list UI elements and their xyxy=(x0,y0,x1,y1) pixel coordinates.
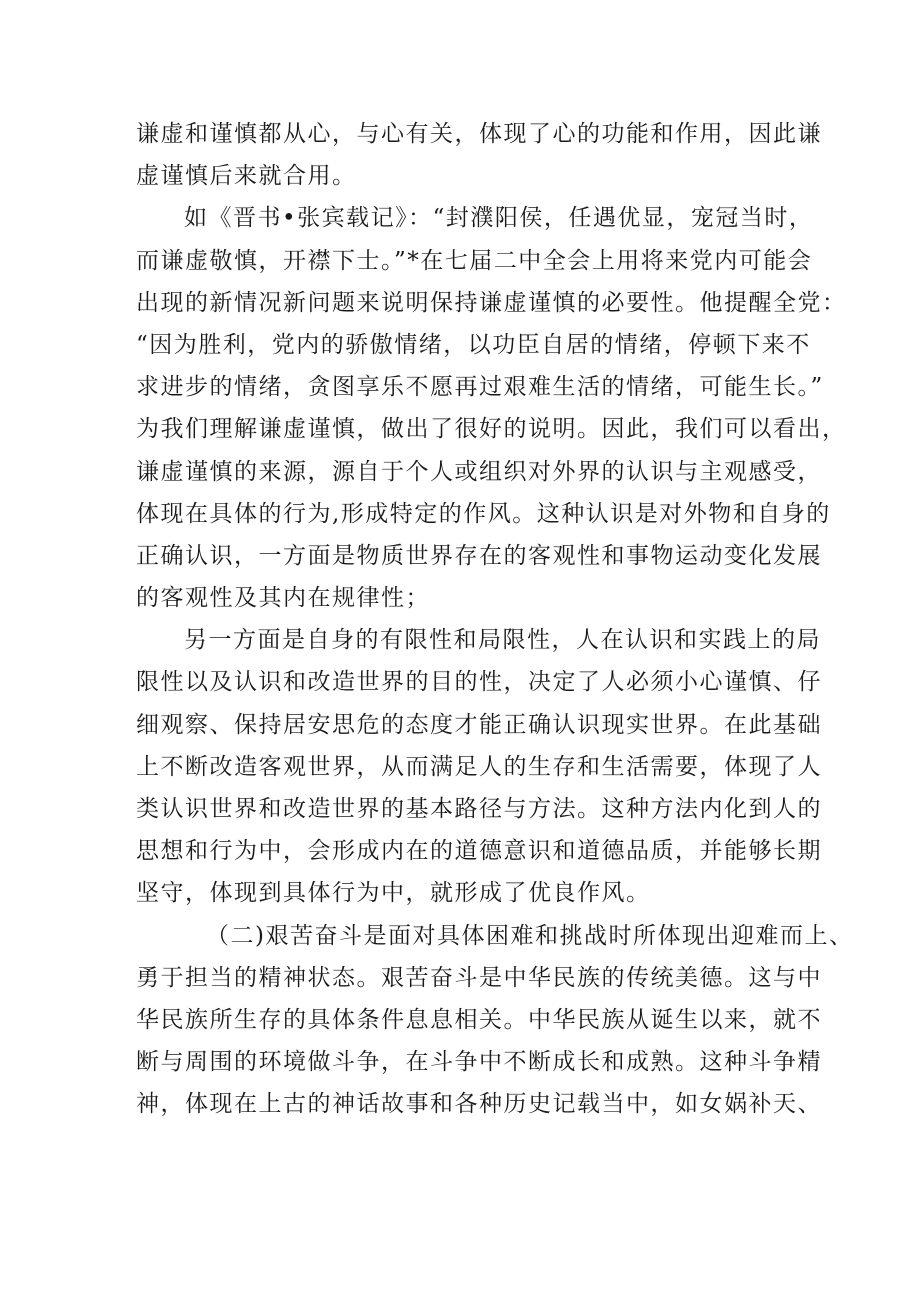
text-line: 限性以及认识和改造世界的目的性，决定了人必须小心谨慎、仔 xyxy=(136,669,822,696)
text-line: 坚守，体现到具体行为中，就形成了优良作风。 xyxy=(136,880,651,907)
text-line: 神，体现在上古的神话故事和各种历史记载当中，如女娲补天、 xyxy=(136,1091,822,1118)
text-line: 华民族所生存的具体条件息息相关。中华民族从诞生以来，就不 xyxy=(136,1006,822,1033)
text-line: 出现的新情况新问题来说明保持谦虚谨慎的必要性。他提醒全党： xyxy=(136,289,847,316)
text-line: 为我们理解谦虚谨慎，做出了很好的说明。因此，我们可以看出， xyxy=(136,416,847,443)
text-line: 断与周围的环境做斗争，在斗争中不断成长和成熟。这种斗争精 xyxy=(136,1049,822,1076)
text-line: 谦虚和谨慎都从心，与心有关，体现了心的功能和作用，因此谦 xyxy=(136,121,822,147)
text-line: 上不断改造客观世界，从而满足人的生存和生活需要，体现了人 xyxy=(136,753,822,780)
text-line: 思想和行为中，会形成内在的道德意识和道德品质，并能够长期 xyxy=(136,838,822,865)
paragraph-start-line: 另一方面是自身的有限性和局限性，人在认识和实践上的局 xyxy=(184,627,821,654)
paragraph-start-line: 如《晋书•张宾载记》：“封濮阳侯，任遇优显，宠冠当时， xyxy=(184,205,814,232)
text-line: 求进步的情绪，贪图享乐不愿再过艰难生活的情绪，可能生长。” xyxy=(136,374,824,401)
text-line: 谦虚谨慎的来源，源自于个人或组织对外界的认识与主观感受， xyxy=(136,458,822,485)
text-line: 而谦虚敬慎，开襟下士。”*在七届二中全会上用将来党内可能会 xyxy=(136,247,813,274)
body-text xyxy=(136,113,854,1126)
section-heading-line: （二)艰苦奋斗是面对具体困难和挑战时所体现出迎难而上、 xyxy=(206,922,854,949)
text-line: 正确认识，一方面是物质世界存在的客观性和事物运动变化发展 xyxy=(136,542,822,569)
text-line: “因为胜利，党内的骄傲情绪，以功臣自居的情绪，停顿下来不 xyxy=(136,331,811,358)
text-line: 虚谨慎后来就合用。 xyxy=(136,163,357,190)
text-line: 细观察、保持居安思危的态度才能正确认识现实世界。在此基础 xyxy=(136,711,822,738)
text-line: 类认识世界和改造世界的基本路径与方法。这种方法内化到人的 xyxy=(136,796,822,822)
text-line: 勇于担当的精神状态。艰苦奋斗是中华民族的传统美德。这与中 xyxy=(136,964,822,991)
text-line: 的客观性及其内在规律性； xyxy=(136,585,430,612)
text-line: 体现在具体的行为,形成特定的作风。这种认识是对外物和自身的 xyxy=(136,500,831,527)
